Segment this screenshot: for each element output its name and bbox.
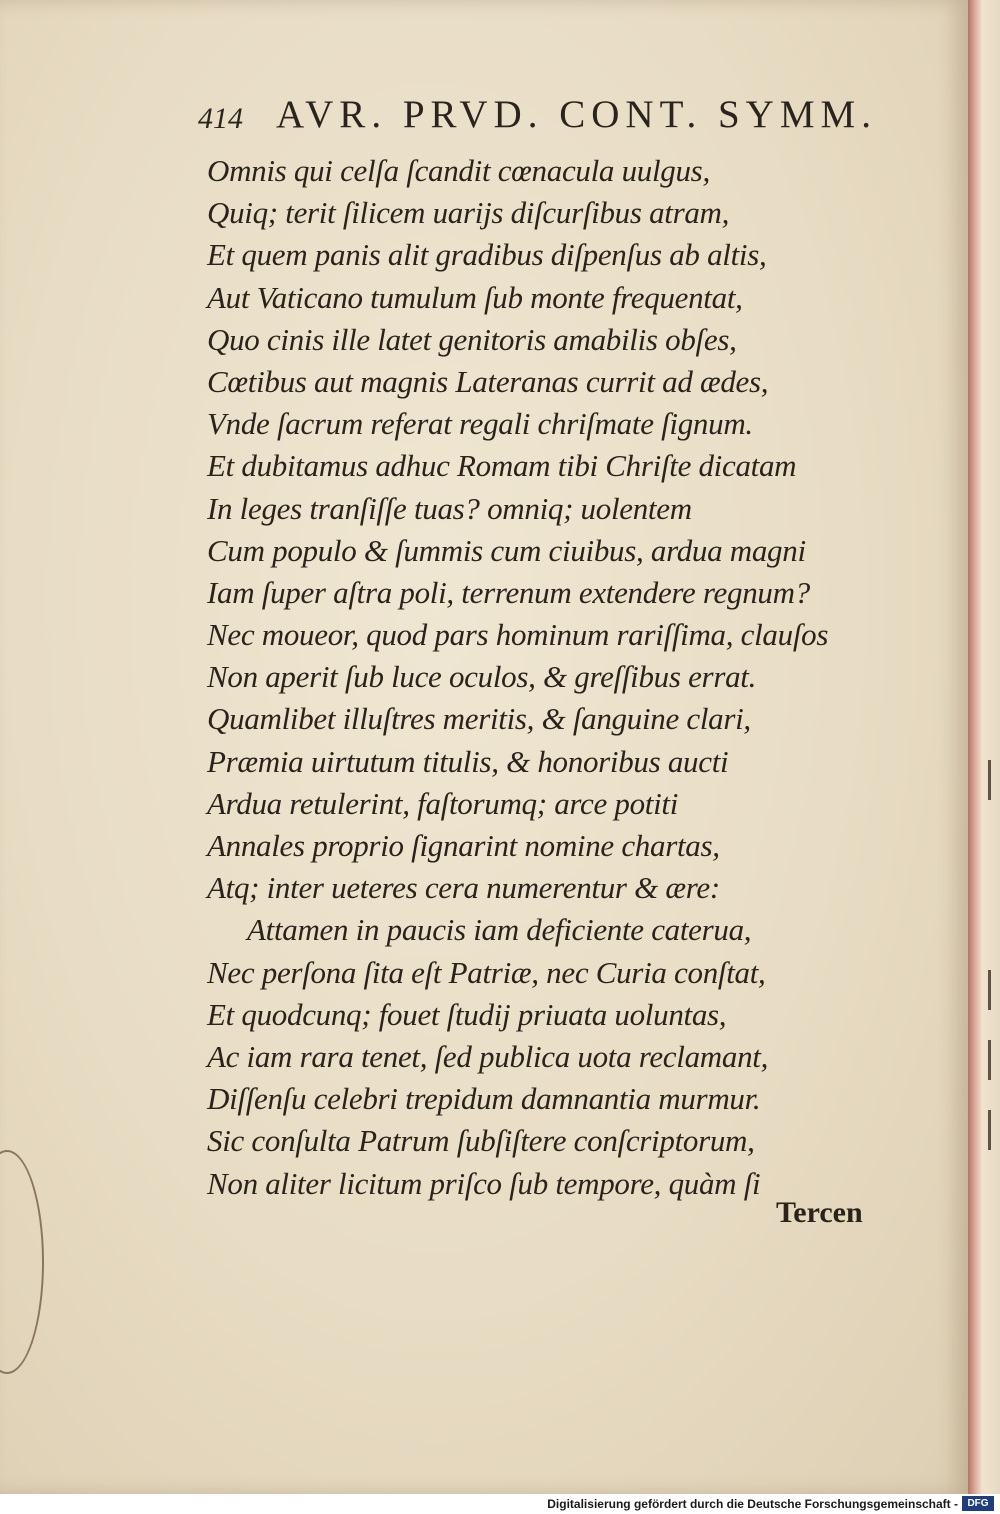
page-number: 414 bbox=[198, 102, 243, 135]
verse-line: Vnde ſacrum referat regali chriſmate ſignum. bbox=[207, 406, 753, 442]
verse-line: Aut Vaticano tumulum ſub monte frequentat, bbox=[207, 279, 743, 315]
verse-line: Non aliter licitum priſco ſub tempore, quàm ſi bbox=[207, 1165, 761, 1201]
facing-page-glyph bbox=[988, 1040, 1000, 1080]
facing-page-glyph bbox=[988, 1110, 1000, 1150]
catchword: Tercen bbox=[776, 1196, 863, 1229]
facing-page-glyph bbox=[988, 970, 1000, 1010]
verse-line: Præmia uirtutum titulis, & honoribus aucti bbox=[207, 743, 729, 779]
verse-text bbox=[207, 150, 847, 1205]
verse-line: Non aperit ſub luce oculos, & greſſibus errat. bbox=[207, 659, 757, 695]
verse-line: Ardua retulerint, faſtorumq; arce potiti bbox=[207, 785, 679, 821]
funding-credit: Digitalisierung gefördert durch die Deutsche Forschungsgemeinschaft - bbox=[547, 1497, 958, 1511]
verse-line: Cum populo & ſummis cum ciuibus, ardua magni bbox=[207, 532, 806, 568]
verse-line: Sic conſulta Patrum ſubſiſtere conſcriptorum, bbox=[207, 1123, 755, 1159]
verse-line: In leges tranſiſſe tuas? omniq; uolentem bbox=[207, 490, 692, 526]
verse-line: Ac iam rara tenet, ſed publica uota reclamant, bbox=[207, 1038, 769, 1074]
verse-line: Nec perſona ſita eſt Patriæ, nec Curia conſtat, bbox=[207, 954, 766, 990]
facing-page-glyph bbox=[988, 760, 1000, 800]
verse-line: Nec moueor, quod pars hominum rariſſima, clauſos bbox=[207, 617, 829, 653]
verse-line: Et quodcunq; fouet ſtudij priuata uoluntas, bbox=[207, 996, 727, 1032]
digitization-footer bbox=[0, 1494, 1000, 1514]
page-header bbox=[198, 92, 878, 142]
verse-line: Annales proprio ſignarint nomine chartas, bbox=[207, 828, 720, 863]
verse-line: Atq; inter ueteres cera numerentur & ære: bbox=[207, 870, 720, 906]
verse-line: Et dubitamus adhuc Romam tibi Chriſte dicatam bbox=[207, 448, 797, 484]
verse-line: Iam ſuper aſtra poli, terrenum extendere regnum? bbox=[207, 574, 810, 610]
verse-line: Quiq; terit ſilicem uarijs diſcurſibus atram, bbox=[207, 195, 730, 231]
verse-line: Omnis qui celſa ſcandit cœnacula uulgus, bbox=[207, 153, 710, 188]
binding-clasp-mark bbox=[0, 1150, 44, 1374]
verse-line: Cœtibus aut magnis Lateranas currit ad ædes, bbox=[207, 363, 769, 399]
dfg-logo: DFG bbox=[962, 1496, 994, 1511]
running-title: AVR. PRVD. CONT. SYMM. bbox=[276, 93, 877, 136]
facing-page-edge bbox=[968, 0, 1000, 1494]
verse-line: Quo cinis ille latet genitoris amabilis obſes, bbox=[207, 321, 737, 357]
verse-line: Et quem panis alit gradibus diſpenſus ab altis, bbox=[207, 237, 767, 273]
verse-line: Diſſenſu celebri trepidum damnantia murmur. bbox=[207, 1081, 761, 1117]
verse-line: Attamen in paucis iam deficiente caterua, bbox=[247, 912, 752, 948]
verse-line: Quamlibet illuſtres meritis, & ſanguine clari, bbox=[207, 701, 751, 737]
